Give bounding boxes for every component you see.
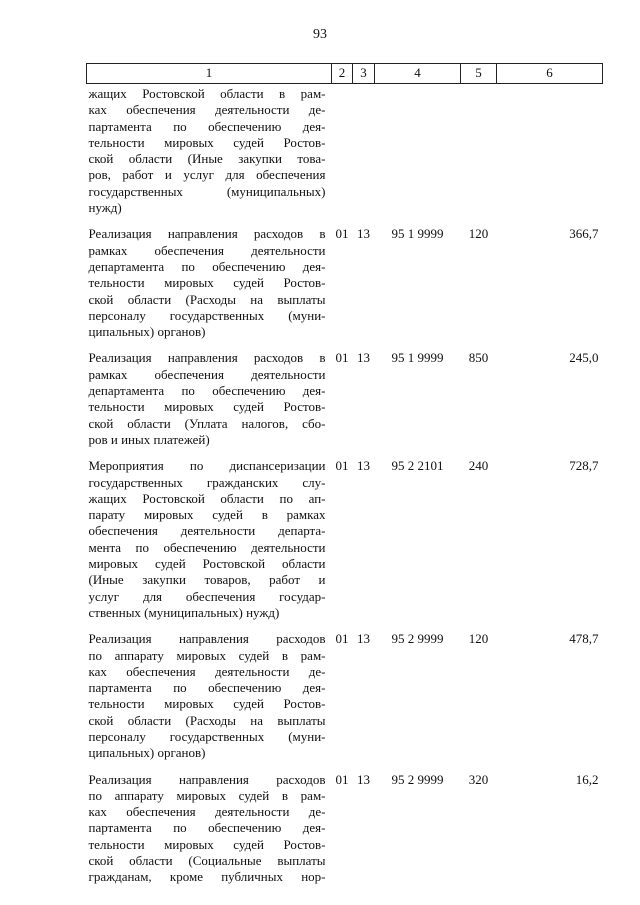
table-row <box>87 621 603 761</box>
description-line: ской области (Расходы на выплаты <box>88 291 326 307</box>
row-description <box>87 216 332 340</box>
description-line: (Иные закупки товаров, работ и <box>88 572 326 588</box>
description-line: партамента по обеспечению дея- <box>88 680 326 696</box>
description-line: партамента по обеспечению дея- <box>88 820 326 836</box>
table-row <box>87 340 603 448</box>
table-row <box>87 84 603 217</box>
description-line: ках обеспечения деятельности де- <box>88 663 326 679</box>
row-description <box>87 448 332 621</box>
description-line: тельности мировых судей Ростов- <box>88 134 326 150</box>
table-row <box>87 216 603 340</box>
row-subsection-code: 13 <box>357 458 370 474</box>
description-line: рамках обеспечения деятельности <box>88 242 326 258</box>
header-col-2: 2 <box>332 64 353 84</box>
description-line: Реализация направления расходов в <box>88 350 326 366</box>
description-line: государственных гражданских слу- <box>88 474 326 490</box>
table-row <box>87 762 603 886</box>
row-subsection-code <box>353 84 375 217</box>
description-line: тельности мировых судей Ростов- <box>88 399 326 415</box>
row-expense-type: 320 <box>468 771 489 787</box>
description-line: персоналу государственных (муни- <box>88 307 326 323</box>
description-line: тельности мировых судей Ростов- <box>88 696 326 712</box>
row-expense-type: 120 <box>468 226 489 242</box>
row-expense-type: 850 <box>468 350 489 366</box>
header-col-4: 4 <box>375 64 461 84</box>
row-section-code: 01 <box>335 771 349 787</box>
description-line: Реализация направления расходов <box>88 771 326 787</box>
row-expense-type: 120 <box>468 631 489 647</box>
description-line: ках обеспечения деятельности де- <box>88 102 326 118</box>
row-subsection-code: 13 <box>357 771 370 787</box>
header-col-5: 5 <box>461 64 497 84</box>
description-line: тельности мировых судей Ростов- <box>88 836 326 852</box>
description-line: Реализация направления расходов <box>88 631 326 647</box>
description-line: тельности мировых судей Ростов- <box>88 275 326 291</box>
description-line: услуг для обеспечения государ- <box>88 588 326 604</box>
row-amount: 478,7 <box>569 631 599 647</box>
row-target-article: 95 1 9999 <box>391 226 444 242</box>
row-section-code: 01 <box>335 350 349 366</box>
description-line: Реализация направления расходов в <box>88 226 326 242</box>
row-subsection-code: 13 <box>357 350 370 366</box>
row-expense-type: 240 <box>468 458 489 474</box>
description-line: мента по обеспечению деятельности <box>88 539 326 555</box>
description-line: нужд) <box>88 200 122 216</box>
row-amount: 366,7 <box>569 226 599 242</box>
description-line: ской области (Иные закупки това- <box>88 151 326 167</box>
description-line: ской области (Уплата налогов, сбо- <box>88 415 326 431</box>
description-line: ров, работ и услуг для обеспечения <box>88 167 326 183</box>
row-subsection-code: 13 <box>357 226 370 242</box>
header-col-3: 3 <box>353 64 375 84</box>
header-col-1: 1 <box>87 64 332 84</box>
description-line: ках обеспечения деятельности де- <box>88 804 326 820</box>
description-line: партамента по обеспечению дея- <box>88 118 326 134</box>
row-subsection-code: 13 <box>357 631 370 647</box>
row-amount: 245,0 <box>569 350 599 366</box>
description-line: по аппарату мировых судей в рам- <box>88 647 326 663</box>
row-amount: 728,7 <box>569 458 599 474</box>
description-line: жащих Ростовской области по ап- <box>88 490 326 506</box>
row-target-article <box>375 84 461 217</box>
budget-table <box>86 63 603 886</box>
description-line: ской области (Социальные выплаты <box>88 853 326 869</box>
row-target-article: 95 2 9999 <box>391 771 444 787</box>
table-body <box>87 84 603 886</box>
row-target-article: 95 1 9999 <box>391 350 444 366</box>
description-line: ственных (муниципальных) нужд) <box>88 604 280 620</box>
description-line: ской области (Расходы на выплаты <box>88 712 326 728</box>
description-line: по аппарату мировых судей в рам- <box>88 787 326 803</box>
row-section-code: 01 <box>335 631 349 647</box>
row-section-code <box>332 84 353 217</box>
description-line: государственных (муниципальных) <box>88 183 326 199</box>
description-line: департамента по обеспечению дея- <box>88 383 326 399</box>
row-description <box>87 762 332 886</box>
header-row <box>87 64 603 84</box>
row-description <box>87 340 332 448</box>
row-target-article: 95 2 2101 <box>391 458 444 474</box>
row-section-code: 01 <box>335 226 349 242</box>
header-col-6: 6 <box>497 64 603 84</box>
description-line: персоналу государственных (муни- <box>88 728 326 744</box>
table-header <box>87 64 603 84</box>
description-line: мировых судей Ростовской области <box>88 556 326 572</box>
page-number: 93 <box>313 27 327 42</box>
row-target-article: 95 2 9999 <box>391 631 444 647</box>
description-line: департамента по обеспечению дея- <box>88 258 326 274</box>
table-row <box>87 448 603 621</box>
description-line: парату мировых судей в рамках <box>88 507 326 523</box>
row-expense-type <box>461 84 497 217</box>
description-line: рамках обеспечения деятельности <box>88 366 326 382</box>
row-section-code: 01 <box>335 458 349 474</box>
row-description <box>87 621 332 761</box>
row-description <box>87 84 332 217</box>
description-line: ров и иных платежей) <box>88 431 210 447</box>
row-amount: 16,2 <box>575 771 599 787</box>
description-line: ципальных) органов) <box>88 745 206 761</box>
description-line: обеспечения деятельности департа- <box>88 523 326 539</box>
description-line: гражданам, кроме публичных нор- <box>88 869 326 885</box>
description-line: жащих Ростовской области в рам- <box>88 86 326 101</box>
row-amount <box>497 84 603 217</box>
description-line: Мероприятия по диспансеризации <box>88 458 326 474</box>
description-line: ципальных) органов) <box>88 324 206 340</box>
